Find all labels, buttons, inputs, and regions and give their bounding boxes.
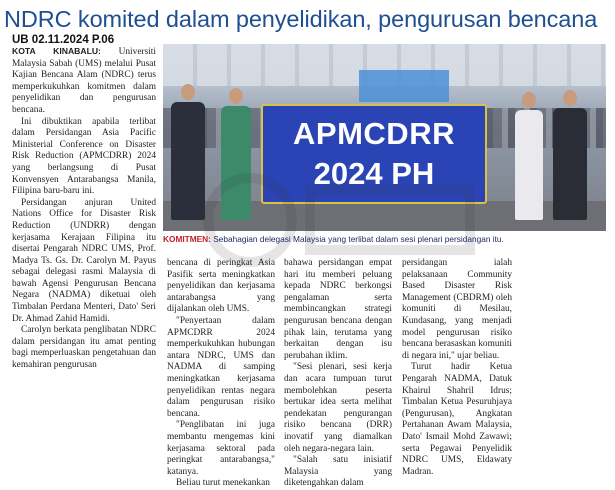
paragraph-text: Universiti Malaysia Sabah (UMS) melalui Pusat Kajian Bencana Alam (NDRC) terus memperkukuhkan komitmen dalam penyelidikan dan pengurusan bencana. bbox=[12, 47, 156, 115]
photo-screen bbox=[359, 70, 449, 102]
delegate-head bbox=[522, 92, 536, 108]
dateline-lead: KOTA KINABALU: bbox=[12, 46, 101, 56]
caption-text: Sebahagian delegasi Malaysia yang terlibat dalam sesi plenari persidangan itu. bbox=[210, 234, 504, 244]
paragraph: Ini dibuktikan apabila terlibat dalam Persidangan Asia Pacific Ministerial Conference on Disaster Risk Reduction (APMCDRR) 2024 yang berlangsung di Pusat Konvensyen Antarabangsa Manila, Filipina baru-baru ini. bbox=[12, 116, 156, 197]
caption-lead: KOMITMEN: bbox=[163, 234, 211, 244]
paragraph: "Penglibatan ini juga membantu mengemas kini kerjasama sektoral pada peringkat antarabangsa," katanya. bbox=[167, 420, 275, 477]
delegate-head bbox=[229, 88, 243, 104]
paragraph: "Penyertaan dalam APMCDRR 2024 memperkukuhkan hubungan antara NDRC, UMS dan NADMA di samping meningkatkan kerjasama penyelidikan rentas negara dalam pengurusan risiko bencana. bbox=[167, 315, 275, 419]
apmcdrr-banner bbox=[261, 104, 487, 204]
paragraph: "Salah satu inisiatif Malaysia yang diketengahkan dalam bbox=[284, 455, 392, 489]
paragraph: persidangan ialah pelaksanaan Community Based Disaster Risk Management (CBDRM) oleh komuniti di Mesilau, Kundasang, yang menjadi model pengurusan risiko bencana berasaskan komuniti di negara ini," ujar beliau. bbox=[402, 258, 513, 361]
paragraph: Turut hadir Ketua Pengarah NADMA, Datuk Khairul Shahril Idrus; Timbalan Ketua Pesuruhjaya (Pengurusan), Angkatan Pertahanan Awam Malaysia, Dato' Ismail Mohd Zawawi; serta Pegawai Penyelidik NDRC UMS, Eldawaty Madran. bbox=[402, 362, 512, 477]
banner-title: APMCDRR bbox=[293, 116, 455, 151]
delegate-figure bbox=[515, 110, 543, 220]
headline: NDRC komited dalam penyelidikan, pengurusan bencana bbox=[4, 6, 598, 32]
article-column-2 bbox=[167, 258, 275, 490]
delegate-figure bbox=[221, 106, 251, 220]
article-column-4 bbox=[402, 258, 512, 478]
paragraph: Carolyn berkata penglibatan NDRC dalam persidangan itu amat penting bagi memperluaskan pengetahuan dan kemahiran pengurusan bbox=[12, 325, 156, 371]
delegate-figure bbox=[553, 108, 587, 220]
paragraph: Persidangan anjuran United Nations Office for Disaster Risk Reduction (UNDRR) dengan kerjasama Kerajaan Filipina itu disertai Pengarah NDRC UMS, Prof. Madya Ts. Gs. Dr. Carolyn M. Payus sebagai delegasi rasmi Malaysia di bawah Agensi Pengurusan Bencana Negara (NADMA) diketuai oleh Timbalan Perdana Menteri, Dato' Seri Dr. Ahmad Zahid Hamidi. bbox=[12, 197, 156, 324]
paragraph: bencana di peringkat Asia Pasifik serta meningkatkan penyelidikan dan kerjasama antarabangsa yang dijalankan oleh UMS. bbox=[167, 258, 275, 315]
delegate-head bbox=[563, 90, 577, 106]
article-column-3 bbox=[284, 258, 392, 490]
delegate-head bbox=[181, 84, 195, 100]
paragraph: "Sesi plenari, sesi kerja dan acara tumpuan turut membolehkan peserta bertukar idea serta melihat pendekatan pengurangan risiko bencana (DRR) inovatif yang diamalkan oleh negara-negara lain. bbox=[284, 362, 392, 454]
photo-caption bbox=[163, 234, 608, 245]
banner-subtitle: 2024 PH bbox=[313, 156, 435, 191]
article-column-1 bbox=[12, 46, 156, 372]
paragraph: bahawa persidangan empat hari itu memberi peluang kepada NDRC berkongsi pengalaman serta membincangkan strategi pengurusan bencana dengan pihak lain, terutama yang berkaitan dengan isu perubahan iklim. bbox=[284, 258, 392, 361]
delegate-figure bbox=[171, 102, 205, 220]
news-photo bbox=[163, 44, 606, 231]
paragraph: Beliau turut menekankan bbox=[176, 478, 270, 489]
dateline: UB 02.11.2024 P.06 bbox=[12, 34, 115, 46]
paragraph bbox=[12, 46, 156, 117]
